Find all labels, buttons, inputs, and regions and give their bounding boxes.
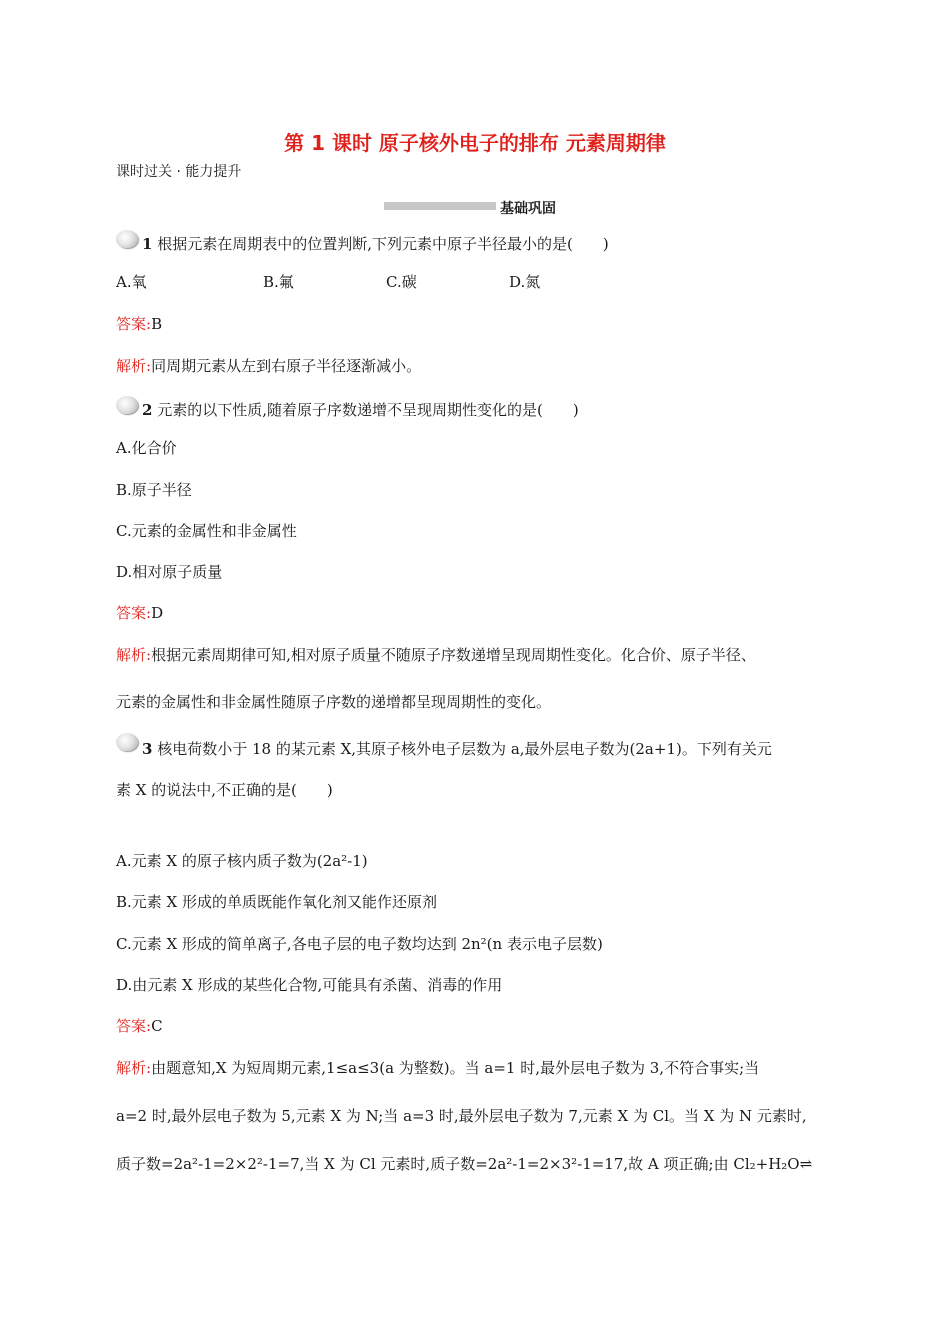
question-3-stem-line-1 xyxy=(142,739,772,759)
answer-label: 答案: xyxy=(116,1017,152,1035)
analysis-label: 解析: xyxy=(116,1059,152,1077)
question-1-stem xyxy=(142,234,609,254)
q3-option-c: C.元素 X 形成的简单离子,各电子层的电子数均达到 2n²(n 表示电子层数) xyxy=(116,935,603,953)
question-text: 元素的以下性质,随着原子序数递增不呈现周期性变化的是( ) xyxy=(157,401,579,419)
q3-answer xyxy=(116,1016,163,1036)
q2-option-a: A.化合价 xyxy=(116,439,177,457)
question-bullet-icon xyxy=(116,230,138,248)
q3-option-a: A.元素 X 的原子核内质子数为(2a²-1) xyxy=(116,852,368,870)
q3-option-d: D.由元素 X 形成的某些化合物,可能具有杀菌、消毒的作用 xyxy=(116,976,503,994)
q1-analysis xyxy=(116,356,421,376)
question-text: 根据元素在周期表中的位置判断,下列元素中原子半径最小的是( ) xyxy=(157,235,609,253)
q1-answer xyxy=(116,314,162,334)
question-bullet-icon xyxy=(116,733,138,751)
q1-option-d: D.氮 xyxy=(509,273,541,291)
q2-option-b: B.原子半径 xyxy=(116,481,192,499)
answer-value: B xyxy=(151,315,163,333)
question-number: 3 xyxy=(142,740,153,758)
analysis-label: 解析: xyxy=(116,646,152,664)
page-subtitle: 课时过关 · 能力提升 xyxy=(116,164,242,180)
answer-value: C xyxy=(151,1017,163,1035)
page-title: 第 1 课时 原子核外电子的排布 元素周期律 xyxy=(284,131,666,155)
q3-analysis-line-2: a=2 时,最外层电子数为 5,元素 X 为 N;当 a=3 时,最外层电子数为 7,元素 X 为 Cl。当 X 为 N 元素时, xyxy=(116,1107,807,1125)
q1-option-c: C.碳 xyxy=(386,273,417,291)
question-2-stem xyxy=(142,400,579,420)
question-number: 1 xyxy=(142,235,153,253)
question-text: 核电荷数小于 18 的某元素 X,其原子核外电子层数为 a,最外层电子数为(2a+1)。下列有关元 xyxy=(157,740,772,758)
analysis-text: 根据元素周期律可知,相对原子质量不随原子序数递增呈现周期性变化。化合价、原子半径、 xyxy=(151,646,756,664)
question-number: 2 xyxy=(142,401,153,419)
answer-label: 答案: xyxy=(116,604,152,622)
question-bullet-icon xyxy=(116,396,138,414)
q1-option-b: B.氟 xyxy=(263,273,294,291)
section-heading: 基础巩固 xyxy=(500,201,556,217)
q2-answer xyxy=(116,603,163,623)
analysis-text: 由题意知,X 为短周期元素,1≤a≤3(a 为整数)。当 a=1 时,最外层电子数为 3,不符合事实;当 xyxy=(151,1059,760,1077)
analysis-text: 同周期元素从左到右原子半径逐渐减小。 xyxy=(151,357,422,375)
q2-analysis-line-1 xyxy=(116,645,756,665)
q3-option-b: B.元素 X 形成的单质既能作氧化剂又能作还原剂 xyxy=(116,893,438,911)
q2-option-c: C.元素的金属性和非金属性 xyxy=(116,522,297,540)
q1-option-a: A.氧 xyxy=(116,273,147,291)
q3-analysis-line-3: 质子数=2a²-1=2×2²-1=7,当 X 为 Cl 元素时,质子数=2a²-1=2×3²-1=17,故 A 项正确;由 Cl₂+H₂O⇌ xyxy=(116,1155,813,1173)
q2-option-d: D.相对原子质量 xyxy=(116,563,223,581)
q2-analysis-line-2: 元素的金属性和非金属性随原子序数的递增都呈现周期性的变化。 xyxy=(116,693,552,711)
answer-label: 答案: xyxy=(116,315,152,333)
section-divider-bar xyxy=(384,202,496,210)
answer-value: D xyxy=(151,604,164,622)
analysis-label: 解析: xyxy=(116,357,152,375)
q3-analysis-line-1 xyxy=(116,1058,759,1078)
question-3-stem-line-2: 素 X 的说法中,不正确的是( ) xyxy=(116,781,333,799)
